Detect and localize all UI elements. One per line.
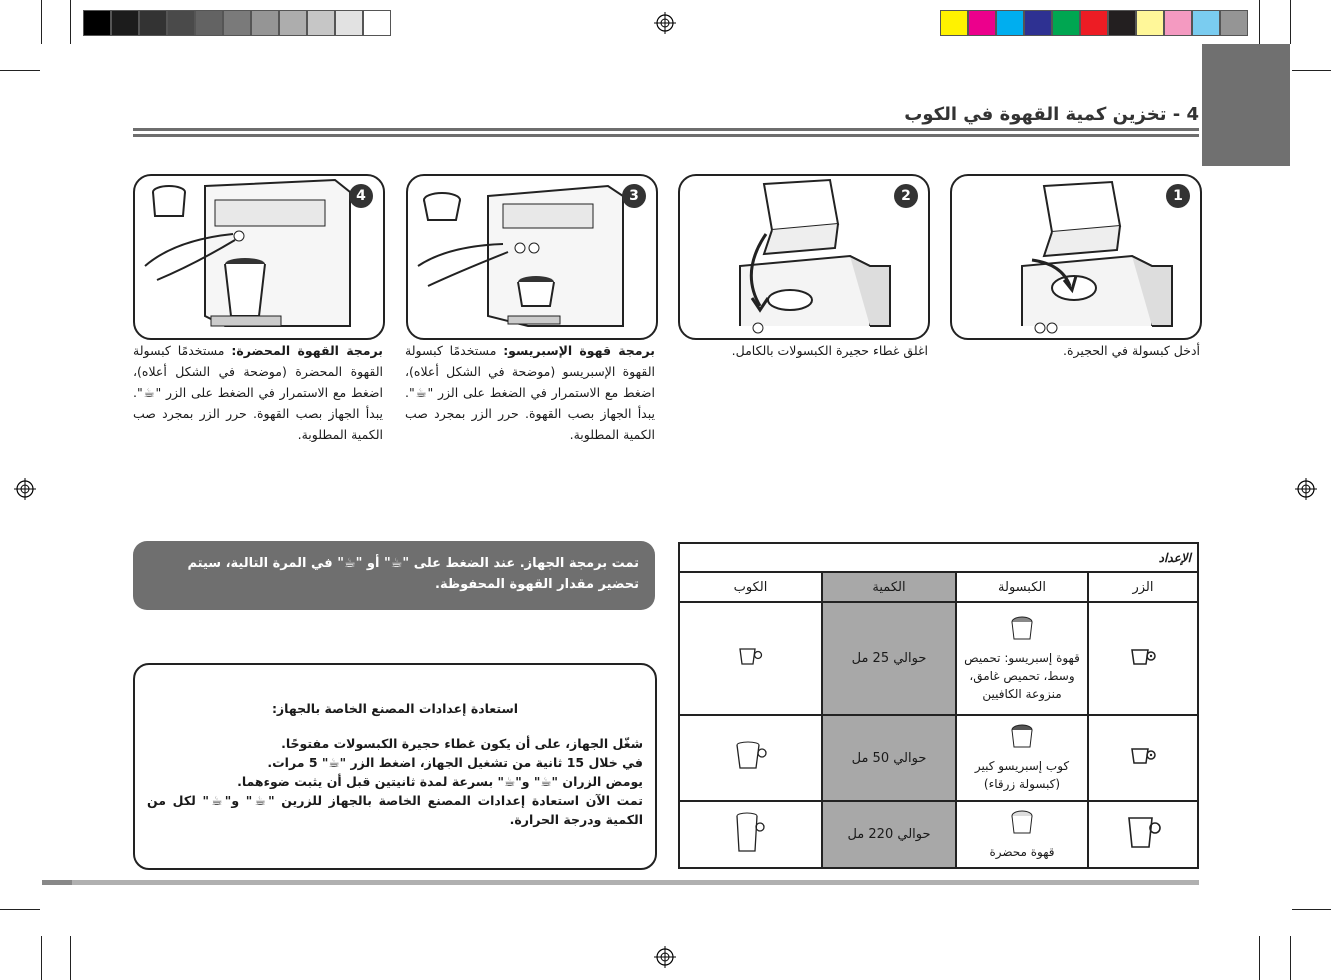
caption-text: مستخدمًا كبسولة القهوة الإسبريسو (موضحة في الشكل أعلاه)، اضغط مع الاستمرار في الضغط على الزر "☕". يبدأ الجهاز بصب القهوة. حرر الزر بمجرد صب الكمية المطلوبة. <box>405 343 655 442</box>
gray-swatch <box>195 10 223 36</box>
reset-line: شغّل الجهاز، على أن يكون غطاء حجيرة الكبسولات مفتوحًا. <box>281 736 643 751</box>
gray-swatch <box>139 10 167 36</box>
step-panel-1 <box>950 174 1202 340</box>
color-swatch <box>1220 10 1248 36</box>
header-quantity: الكمية <box>822 572 956 602</box>
reset-title: استعادة إعدادات المصنع الخاصة بالجهاز: <box>271 701 519 716</box>
crop-mark <box>0 909 40 910</box>
color-swatch <box>996 10 1024 36</box>
machine-insert-capsule-illustration <box>952 176 1200 338</box>
color-swatch <box>1024 10 1052 36</box>
programmed-notice: تمت برمجة الجهاز. عند الضغط على "☕" أو "☕" في المرة التالية، سيتم تحضير مقدار القهوة المحفوظة. <box>133 541 655 610</box>
mug-button-icon <box>1088 801 1198 868</box>
reset-line: يومض الزران "☕" و"☕" بسرعة لمدة ثانيتين قبل أن يثبت ضوءهما. <box>237 774 643 789</box>
title-rule <box>133 128 1199 131</box>
registration-mark-icon <box>654 946 676 968</box>
step-number: 2 <box>894 184 918 208</box>
header-button: الزر <box>1088 572 1198 602</box>
title-rule <box>133 134 1199 137</box>
brewed-coffee-programming-illustration <box>135 176 383 338</box>
table-row <box>679 801 1198 868</box>
crop-mark <box>41 936 42 980</box>
crop-mark <box>1292 70 1331 71</box>
capsule-label: كوب إسبريسو كبير (كبسولة زرقاء) <box>974 759 1070 791</box>
capsule-label: قهوة إسبريسو: تحميص وسط، تحميص غامق، منزوعة الكافيين <box>964 650 1080 701</box>
color-swatch <box>1108 10 1136 36</box>
gray-swatch <box>307 10 335 36</box>
cup-cell <box>679 715 822 801</box>
medium-cup-icon <box>734 740 768 772</box>
footer-rule-accent <box>42 880 72 885</box>
quantity-cell: حوالي 220 مل <box>822 801 956 868</box>
color-swatch <box>968 10 996 36</box>
crop-mark <box>1259 936 1260 980</box>
registration-mark-icon <box>1295 478 1317 500</box>
caption-text: أدخل كبسولة في الحجيرة. <box>1063 343 1200 358</box>
table-row <box>679 602 1198 715</box>
caption-text: مستخدمًا كبسولة القهوة المحضرة (موضحة في الشكل أعلاه)، اضغط مع الاستمرار في الضغط على الزر "☕". يبدأ الجهاز بصب القهوة. حرر الزر بمجرد صب الكمية المطلوبة. <box>133 343 383 442</box>
gray-swatch <box>83 10 111 36</box>
espresso-capsule-icon <box>1009 615 1035 645</box>
settings-table <box>678 542 1199 869</box>
quantity-cell: حوالي 25 مل <box>822 602 956 715</box>
gray-swatch <box>223 10 251 36</box>
color-swatch <box>1052 10 1080 36</box>
reset-line: في خلال 15 ثانية من تشغيل الجهاز، اضغط الزر "☕" 5 مرات. <box>267 755 643 770</box>
header-cup: الكوب <box>679 572 822 602</box>
gray-swatch <box>279 10 307 36</box>
crop-mark <box>1290 0 1291 44</box>
step-number: 4 <box>349 184 373 208</box>
capsule-cell <box>956 801 1088 868</box>
gray-swatch <box>363 10 391 36</box>
machine-close-lid-illustration <box>680 176 928 338</box>
gray-swatch <box>111 10 139 36</box>
espresso-cup-icon <box>738 646 764 668</box>
footer-rule <box>42 880 1199 885</box>
capsule-cell <box>956 602 1088 715</box>
crop-mark <box>1292 909 1331 910</box>
quantity-cell: حوالي 50 مل <box>822 715 956 801</box>
crop-mark <box>0 70 40 71</box>
step-caption-2 <box>678 340 928 361</box>
brewed-coffee-capsule-icon <box>1009 809 1035 839</box>
color-swatch <box>1080 10 1108 36</box>
caption-heading: برمجة القهوة المحضرة: <box>231 343 383 358</box>
step-caption-4 <box>133 340 383 445</box>
small-cup-button-icon <box>1088 602 1198 715</box>
registration-mark-icon <box>14 478 36 500</box>
step-panel-4 <box>133 174 385 340</box>
table-row <box>679 715 1198 801</box>
side-tab <box>1202 44 1290 166</box>
step-panel-2 <box>678 174 930 340</box>
caption-heading: برمجة قهوة الإسبريسو: <box>503 343 655 358</box>
color-swatch <box>940 10 968 36</box>
crop-mark <box>70 0 71 44</box>
cup-cell <box>679 602 822 715</box>
crop-mark <box>70 936 71 980</box>
step-number: 3 <box>622 184 646 208</box>
gray-swatch <box>251 10 279 36</box>
step-caption-3 <box>405 340 655 445</box>
table-header-row <box>679 572 1198 602</box>
registration-mark-icon <box>654 12 676 34</box>
header-capsule: الكبسولة <box>956 572 1088 602</box>
step-caption-1 <box>950 340 1200 361</box>
crop-mark <box>1259 0 1260 44</box>
color-swatch <box>1192 10 1220 36</box>
table-title: الإعداد <box>679 543 1198 572</box>
crop-mark <box>1290 936 1291 980</box>
page-title: 4 - تخزين كمية القهوة في الكوب <box>904 104 1199 125</box>
small-cup-button-icon <box>1088 715 1198 801</box>
mug-cup-icon <box>734 811 768 855</box>
cup-cell <box>679 801 822 868</box>
color-swatch <box>1164 10 1192 36</box>
capsule-cell <box>956 715 1088 801</box>
color-swatch <box>1136 10 1164 36</box>
caption-text: اغلق غطاء حجيرة الكبسولات بالكامل. <box>731 343 928 358</box>
step-panel-3 <box>406 174 658 340</box>
lungo-capsule-icon <box>1009 723 1035 753</box>
capsule-label: قهوة محضرة <box>989 844 1055 859</box>
gray-swatch <box>335 10 363 36</box>
step-number: 1 <box>1166 184 1190 208</box>
factory-reset-box <box>133 663 657 870</box>
espresso-programming-illustration <box>408 176 656 338</box>
reset-line: تمت الآن استعادة إعدادات المصنع الخاصة بالجهاز للزرين "☕" و"☕" لكل من الكمية ودرجة الحرارة. <box>147 793 643 827</box>
gray-swatch <box>167 10 195 36</box>
crop-mark <box>41 0 42 44</box>
